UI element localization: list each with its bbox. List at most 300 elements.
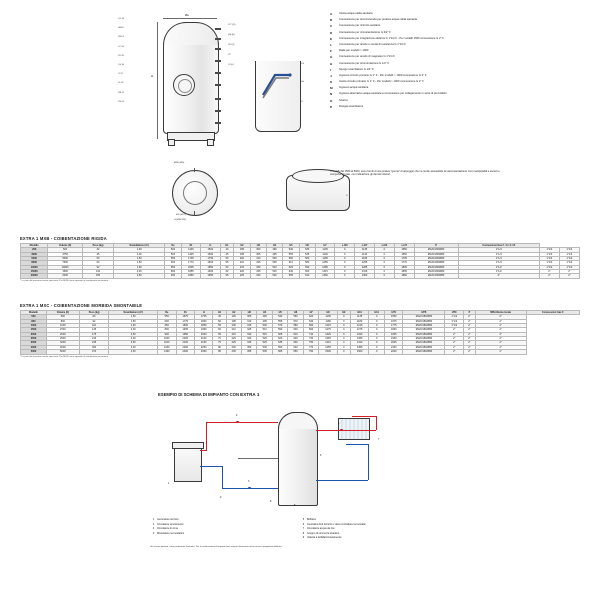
legend-item: [330, 55, 592, 59]
legend-text: Connessione per strumentazione G 1/2" F: [339, 61, 390, 65]
table-cell: 60: [213, 328, 226, 332]
table-cell: Ø120/180/Ø80: [403, 328, 445, 332]
table-cell: 75: [213, 341, 226, 345]
pipe-control: [238, 458, 278, 459]
table-cell: Ø120/180/Ø80: [403, 332, 445, 336]
table-cell: 1830: [176, 323, 194, 327]
table-cell: 2025: [385, 341, 403, 345]
table-cell: 210: [79, 337, 109, 341]
table-cell: 500: [46, 315, 79, 319]
table-cell: 45: [82, 252, 113, 256]
table-cell: 2": [445, 332, 464, 336]
table-cell: 0: [337, 315, 350, 319]
boiler-unit: [174, 446, 202, 482]
table-cell: 620: [272, 337, 287, 341]
legend-text: Ingresso circuito primario G 1" F - Per modelli > 1000 connessione G 2" F: [339, 73, 427, 77]
table-cell: 2200: [385, 350, 403, 354]
cell-modello: 4000: [21, 345, 47, 349]
table-cell: 1180: [319, 319, 337, 323]
table-cell: 1675: [385, 319, 403, 323]
legend-entry: [300, 536, 450, 539]
table-cell: 520: [266, 274, 282, 278]
table-cell: 1950: [385, 337, 403, 341]
column-header: Connessioni Gas F: [526, 311, 579, 315]
table-cell: 1770: [394, 261, 414, 265]
table-cell: 65: [220, 274, 234, 278]
plan-inner-circle: [183, 181, 207, 205]
nozzle-d: [215, 60, 221, 62]
table-cell: Ø120/180/Ø80: [414, 248, 458, 252]
legend-key: B: [330, 18, 333, 23]
table-cell: 134: [82, 270, 113, 274]
pipe-hot-boiler: [200, 450, 207, 451]
coil-section-drawing: [245, 55, 325, 140]
table-cell: 1"1/2: [559, 265, 579, 269]
table-cell: 505: [266, 261, 282, 265]
table-cell: 1"1/2: [445, 315, 464, 319]
table-cell: 1850: [194, 323, 212, 327]
table-cell: 2000: [194, 332, 212, 336]
section-label-2: #H: [301, 81, 304, 83]
column-header: H2: [226, 311, 241, 315]
legend-key: A: [330, 12, 333, 16]
table-cell: 605: [272, 332, 287, 336]
system-schematic: [150, 404, 450, 514]
column-header: s-ht2: [374, 244, 394, 248]
legend-item: [330, 18, 592, 22]
table-cell: 220: [226, 337, 241, 341]
table-cell: 195: [234, 252, 250, 256]
table-cell: 2": [464, 328, 475, 332]
table-cell: 50: [82, 256, 113, 260]
table-cell: 535: [299, 252, 315, 256]
elevation-callouts-right: #17 (D) (G) (D) #15 (I) #P #3 (L): [228, 24, 236, 66]
table-cell: 1410: [350, 341, 368, 345]
table-cell: 1"1/4: [458, 252, 539, 256]
table-cell: 655: [283, 274, 299, 278]
dim-label-height: H: [151, 74, 154, 78]
table-cell: 535: [257, 350, 272, 354]
table-cell: Ø120/180/Ø80: [414, 270, 458, 274]
table-cell: 7500: [48, 261, 83, 265]
table-cell: 1"1/2: [445, 319, 464, 323]
table-cell: 305: [241, 315, 256, 319]
table-cell: 3750: [48, 252, 83, 256]
table-cell: 1850: [201, 265, 220, 269]
schema-title-pre: ESEMPIO DI SCHEMA DI IMPIANTO CON: [158, 392, 241, 397]
table-cell: 0: [335, 274, 355, 278]
table-cell: 770: [303, 345, 318, 349]
nozzle-i: [215, 122, 221, 124]
table-cell: 1,90: [109, 323, 158, 327]
cell-modello: 500: [21, 315, 47, 319]
table-cell: 315: [241, 323, 256, 327]
column-header: H7: [303, 311, 318, 315]
table-cell: 515: [257, 332, 272, 336]
cell-modello: 8000: [21, 261, 48, 265]
table-cell: 1140: [315, 252, 334, 256]
table-cell: 600: [158, 319, 176, 323]
table-cell: 1315: [315, 270, 334, 274]
legend-entry-text: Valvola a farfalla/miscelamento: [307, 536, 342, 540]
table-cell: 650: [158, 323, 176, 327]
table-cell: 515: [266, 270, 282, 274]
connections-legend: [330, 12, 592, 111]
nozzle-c: [215, 48, 221, 50]
table-cell: 1560: [201, 252, 220, 256]
cell-modello: 3000: [21, 252, 48, 256]
legend-key: C: [330, 24, 333, 29]
solar-collector: [338, 418, 370, 440]
table-cell: 510: [257, 328, 272, 332]
column-header: Modello: [21, 311, 47, 315]
table-cell: 1950: [176, 332, 194, 336]
table-cell: 0: [374, 274, 394, 278]
table-cell: 665: [272, 350, 287, 354]
table-cell: 1"1/4: [559, 252, 579, 256]
table-cell: 2": [464, 341, 475, 345]
cell-modello: 10000: [21, 265, 48, 269]
table-cell: Ø120/180/Ø80: [403, 350, 445, 354]
table-cell: 1"1/4: [539, 256, 559, 260]
table-cell: 550: [165, 256, 181, 260]
legend-text: Uscita circuito primario G 1" F - Per modelli > 1000 connessione G 2" F: [339, 80, 424, 84]
table-cell: 5050: [48, 256, 83, 260]
table-cell: 500: [266, 256, 282, 260]
table-cell: 345: [241, 341, 256, 345]
table-cell: 650: [288, 350, 303, 354]
table-cell: 800: [46, 319, 79, 323]
column-header: HT0: [385, 311, 403, 315]
table-cell: 2": [475, 345, 526, 349]
table-rigida-title: EXTRA 1 MXB - COIBENTAZIONE RIGIDA: [20, 236, 107, 241]
column-header: s-ht6: [335, 244, 355, 248]
table-cell: 600: [165, 261, 181, 265]
table-row: [21, 350, 580, 354]
column-header: P: [414, 244, 458, 248]
table-cell: 1705: [194, 315, 212, 319]
table-cell: 2": [464, 332, 475, 336]
table-cell: 325: [241, 328, 256, 332]
column-header: Scambiatore (m²): [109, 311, 158, 315]
legend-entry-number: 4: [152, 531, 155, 535]
table-cell: 80: [213, 345, 226, 349]
table-morbida-title: EXTRA 1 MXC - COIBENTAZIONE MORBIDA SMONTABILE: [20, 303, 143, 308]
column-header: s-ht7: [394, 244, 414, 248]
table-cell: 1550: [394, 248, 414, 252]
table-cell: 0: [335, 265, 355, 269]
table-cell: 1"1/4: [539, 248, 559, 252]
column-header: H: [194, 311, 212, 315]
pipe-solar-hot: [352, 416, 376, 417]
table-cell: 500: [48, 248, 83, 252]
boiler-top: [172, 442, 204, 449]
column-header: Peso (kg): [82, 244, 113, 248]
table-cell: 60: [82, 261, 113, 265]
table-cell: 525: [257, 341, 272, 345]
column-header: Connessioni Gas F / A / G / B: [458, 244, 539, 248]
nozzle-a: [215, 28, 221, 30]
table-cell: 1500: [201, 248, 220, 252]
column-header: H1: [220, 244, 234, 248]
table-cell: 590: [299, 265, 315, 269]
table-cell: 500: [165, 252, 181, 256]
legend-entry-text: Bollitore: [307, 518, 317, 521]
table-cell: Ø120/180/Ø80: [403, 345, 445, 349]
legend-entry: [150, 523, 300, 526]
storage-tank-top: [278, 412, 318, 429]
plan-tick-bottom: [194, 211, 195, 215]
column-header: H10: [350, 311, 368, 315]
table-cell: 1800: [194, 319, 212, 323]
table-cell: 330: [241, 332, 256, 336]
table-cell: 1"1/2: [445, 323, 464, 327]
legend-entry: [300, 527, 450, 530]
table-cell: 2150: [194, 341, 212, 345]
table-cell: 325: [250, 261, 266, 265]
column-header: Dt: [181, 244, 200, 248]
pipe-hot-out: [316, 430, 376, 431]
pipe-hot-out-riser: [376, 416, 377, 430]
legend-text: Ingresso alternativo acqua sanitaria a connessione per collegamento in serie di più bollitori: [339, 92, 447, 96]
table-cell: 1950: [201, 274, 220, 278]
table-cell: 245: [79, 341, 109, 345]
table-cell: 2300: [176, 350, 194, 354]
table-cell: 0: [369, 323, 385, 327]
table-cell: 1365: [319, 337, 337, 341]
legend-text: Connessione per anodo e sonda di resistenza G 1"1/4 F: [339, 42, 406, 46]
pipe-solar-cold: [346, 444, 368, 445]
column-header: H4: [257, 311, 272, 315]
legend-item: [330, 43, 592, 47]
cell-modello: 2000: [21, 332, 47, 336]
legend-entry-number: 8: [302, 531, 305, 535]
tank-foot-right: [207, 139, 214, 146]
table-cell: 1300: [158, 350, 176, 354]
table-cell: 0: [369, 319, 385, 323]
table-cell: 1,90: [114, 265, 165, 269]
legend-item: [330, 12, 592, 16]
legend-key: K: [330, 80, 333, 85]
table-cell: 70: [213, 337, 226, 341]
table-cell: 2": [539, 274, 559, 278]
table-cell: 490: [266, 248, 282, 252]
table-cell: 1"1/4: [539, 252, 559, 256]
table-cell: 790: [303, 350, 318, 354]
column-header: H7: [315, 244, 334, 248]
table-cell: 4000: [46, 345, 79, 349]
table-cell: 520: [257, 337, 272, 341]
table-cell: 640: [303, 319, 318, 323]
table-cell: Ø120/180/Ø80: [414, 261, 458, 265]
table-cell: 0: [369, 350, 385, 354]
column-header: H5: [272, 311, 287, 315]
table-cell: 32: [82, 248, 113, 252]
table-cell: 1285: [315, 265, 334, 269]
table-cell: 2000: [46, 332, 79, 336]
table-cell: 0: [374, 270, 394, 274]
cell-modello: 5000: [21, 256, 48, 260]
table-cell: 900: [158, 332, 176, 336]
coil-icon: [259, 65, 297, 101]
table-cell: 1200: [158, 345, 176, 349]
table-cell: 0: [337, 337, 350, 341]
callout-2: 2: [236, 414, 238, 417]
legend-entry-text: Circolatore sicuramento: [157, 522, 184, 526]
pipe-hot-top: [206, 422, 278, 423]
table-cell: 610: [283, 261, 299, 265]
table-cell: 175: [79, 332, 109, 336]
column-header: H3: [250, 244, 266, 248]
table-cell: 2": [475, 315, 526, 319]
legend-item: [330, 49, 592, 53]
table-cell: 1775: [385, 323, 403, 327]
table-cell: Ø120/180/Ø80: [414, 252, 458, 256]
table-cell: 495: [257, 319, 272, 323]
table-cell: 495: [266, 252, 282, 256]
pipe-cold-out: [316, 480, 368, 481]
cell-modello: 3000: [21, 341, 47, 345]
table-cell: 2": [445, 350, 464, 354]
legend-entry: [150, 532, 300, 535]
legend-item: [330, 31, 592, 35]
table-cell: 1855: [181, 270, 200, 274]
table-cell: 335: [250, 270, 266, 274]
table-cell: 0: [369, 345, 385, 349]
legend-item: [330, 105, 592, 109]
legend-key: J: [330, 73, 332, 78]
table-cell: 55: [213, 323, 226, 327]
table-cell: 3,50: [109, 341, 158, 345]
table-cell: 650: [165, 265, 181, 269]
table-cell: 1215: [319, 323, 337, 327]
table-cell: 2100: [194, 337, 212, 341]
plan-label-top: ØDE (ØG): [174, 162, 185, 164]
table-cell: 1315: [355, 270, 375, 274]
legend-key: O: [330, 98, 333, 103]
elevation-callouts: #O 14 #A 16 #B 14 #C 10 #D 10 #G 16 #I 12 #L 10 #M 12 #N 14: [118, 18, 125, 103]
legend-item: [330, 80, 592, 84]
table-cell: 3,00: [109, 337, 158, 341]
legend-entry: [300, 518, 450, 521]
pipe-cold-riser: [222, 466, 223, 488]
table-cell: 0: [337, 328, 350, 332]
legend-entry-number: 1: [152, 518, 155, 521]
table-cell: 360: [79, 345, 109, 349]
table-cell: 0: [374, 256, 394, 260]
nozzle-g: [215, 98, 221, 100]
table-rigida-block: [20, 236, 580, 282]
legend-item: [330, 92, 592, 96]
table-cell: 560: [288, 315, 303, 319]
schema-title: [158, 392, 259, 397]
table-cell: 4,00: [109, 345, 158, 349]
legend-entry-text: Circolatore acqua da risc.: [307, 527, 336, 531]
table-cell: 1"1/2: [458, 270, 539, 274]
legend-entry-number: 6: [302, 522, 305, 526]
table-cell: 1135: [319, 315, 337, 319]
table-cell: 190: [226, 315, 241, 319]
table-cell: 220: [234, 270, 250, 274]
cell-modello: 1000: [21, 323, 47, 327]
table-cell: 630: [288, 341, 303, 345]
height-dimension-line: [157, 22, 158, 139]
legend-entry: [150, 518, 300, 521]
table-cell: 1860: [181, 274, 200, 278]
table-morbida-block: [20, 303, 580, 358]
legend-key: D: [330, 30, 333, 35]
table-cell: 710: [303, 332, 318, 336]
table-cell: 1,50: [114, 261, 165, 265]
table-cell: 2": [475, 332, 526, 336]
table-cell: 1320: [350, 332, 368, 336]
section-label-3: #I: [301, 101, 303, 103]
table-cell: 355: [241, 350, 256, 354]
table-cell: 45: [213, 315, 226, 319]
table-cell: 0: [374, 261, 394, 265]
table-cell: 110: [79, 323, 109, 327]
table-row: [21, 274, 580, 278]
table-cell: 1"1/2: [539, 265, 559, 269]
table-cell: 1000: [46, 323, 79, 327]
tank-foot-left: [168, 139, 175, 146]
table-cell: 0: [337, 332, 350, 336]
legend-entry-text: Miscelatore termostatico: [157, 531, 185, 535]
table-rigida: [20, 243, 580, 279]
legend-text: Ingresso acqua sanitaria: [339, 86, 369, 90]
legend-entry-number: 3: [152, 527, 155, 531]
table-cell: 0: [335, 261, 355, 265]
table-cell: 530: [299, 248, 315, 252]
table-cell: 620: [288, 337, 303, 341]
legend-entry: [150, 527, 300, 530]
section-label-1: #G: [301, 63, 304, 65]
cell-modello: 20000: [21, 274, 48, 278]
table-cell: 0: [335, 256, 355, 260]
table-cell: 92: [79, 319, 109, 323]
cell-modello: 200: [21, 248, 48, 252]
table-cell: 155: [82, 274, 113, 278]
legend-text: Scarico: [339, 98, 348, 102]
plan-label-bottom: Ø E (Ø D): [176, 214, 186, 216]
table-cell: 2200: [176, 345, 194, 349]
table-cell: 235: [226, 350, 241, 354]
table-cell: 500: [165, 248, 181, 252]
legend-item: [330, 62, 592, 66]
legend-entry-number: 5: [302, 518, 305, 521]
table-cell: 1,50: [109, 315, 158, 319]
table-cell: 1705: [181, 256, 200, 260]
table-cell: 330: [250, 265, 266, 269]
table-cell: 5000: [46, 350, 79, 354]
table-cell: 85: [213, 350, 226, 354]
table-cell: 225: [226, 341, 241, 345]
table-cell: 62: [220, 270, 234, 274]
legend-text: Flangia scambiatore: [339, 104, 364, 108]
plan-tick-top: [194, 168, 195, 172]
schema-title-bold: EXTRA 1: [240, 392, 260, 397]
table-cell: 2": [475, 350, 526, 354]
cell-modello: 15000: [21, 270, 48, 274]
pipe-hot-riser: [206, 422, 207, 450]
table-cell: 1500: [350, 350, 368, 354]
table-cell: 1215: [350, 323, 368, 327]
pipe-cold-out-riser: [368, 444, 369, 480]
table-cell: 1,00: [114, 252, 165, 256]
table-cell: 1830: [385, 328, 403, 332]
column-header: HTB: [403, 311, 445, 315]
table-cell: 340: [250, 274, 266, 278]
